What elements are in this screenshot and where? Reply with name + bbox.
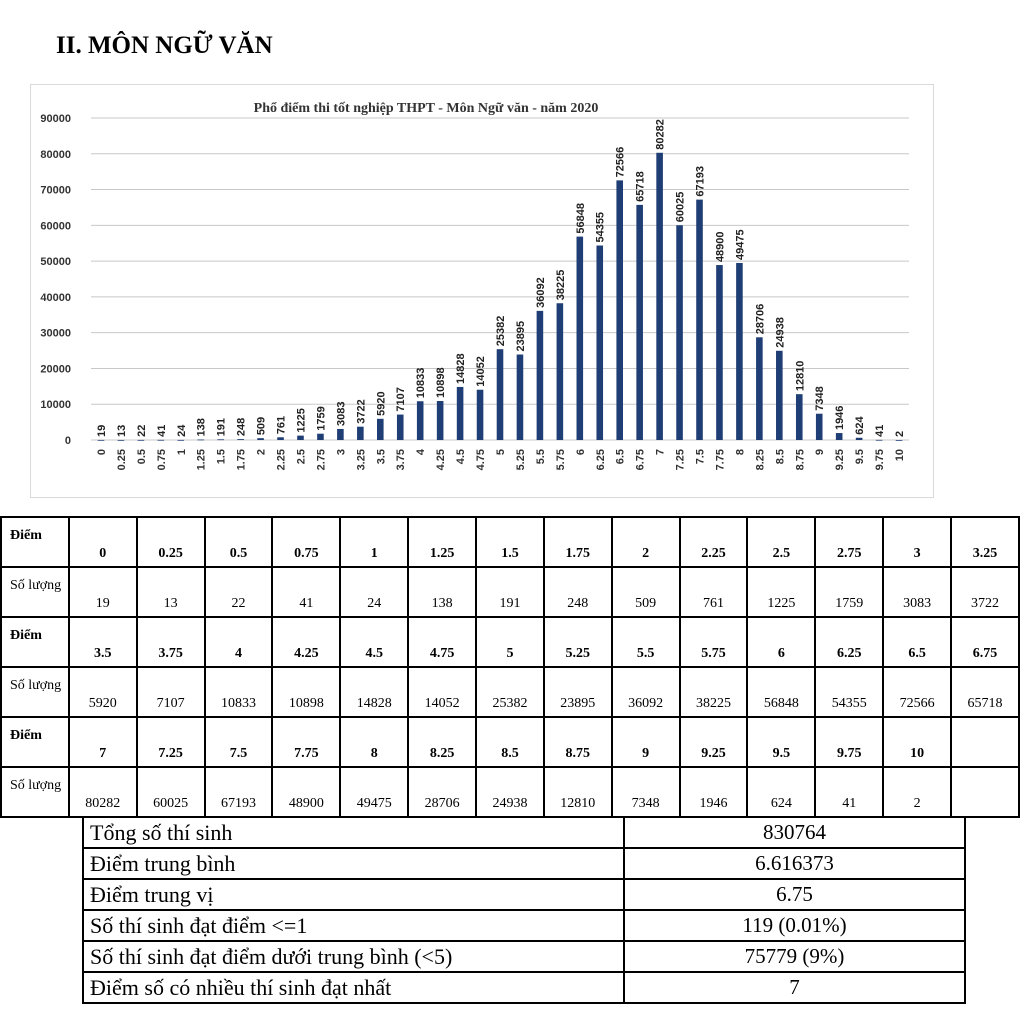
- score-cell: 2.25: [680, 517, 748, 567]
- count-cell: 25382: [476, 667, 544, 717]
- bar: [297, 436, 304, 440]
- score-cell: 5.25: [544, 617, 612, 667]
- count-cell: 1946: [680, 767, 748, 817]
- x-tick-label: 4.5: [455, 449, 468, 465]
- count-cell: 72566: [883, 667, 951, 717]
- y-tick-label: 20000: [40, 363, 71, 376]
- count-cell: 23895: [544, 667, 612, 717]
- count-row: [1, 767, 1019, 817]
- y-tick-label: 80000: [40, 148, 71, 161]
- x-tick-label: 0.25: [115, 449, 128, 471]
- stat-row: [83, 910, 965, 941]
- bar: [477, 390, 484, 440]
- score-row: [1, 717, 1019, 767]
- score-cell: 6.5: [883, 617, 951, 667]
- count-cell: 80282: [69, 767, 137, 817]
- bar: [377, 419, 384, 440]
- bar: [158, 440, 165, 441]
- count-cell: 3722: [951, 567, 1019, 617]
- y-tick-label: 30000: [40, 327, 71, 340]
- bar: [118, 440, 125, 441]
- section-title: II. MÔN NGỮ VĂN: [56, 32, 273, 59]
- score-cell: 0: [69, 517, 137, 567]
- score-cell: 0.75: [272, 517, 340, 567]
- bar-data-label: 38225: [554, 269, 567, 301]
- x-tick-label: 6.25: [594, 449, 607, 471]
- count-cell: 5920: [69, 667, 137, 717]
- count-cell: 28706: [408, 767, 476, 817]
- score-cell: 5.75: [680, 617, 748, 667]
- x-tick-label: 3.75: [395, 449, 408, 471]
- x-tick-label: 4.75: [475, 449, 488, 471]
- stat-value: 7: [624, 972, 965, 1003]
- x-tick-label: 5: [495, 449, 507, 456]
- score-cell: 8.5: [476, 717, 544, 767]
- stat-value: 75779 (9%): [624, 941, 965, 972]
- stat-label: Điểm trung vị: [83, 879, 624, 910]
- stat-label: Tổng số thí sinh: [83, 817, 624, 848]
- x-tick-label: 8: [734, 449, 747, 456]
- y-tick-label: 60000: [40, 220, 71, 233]
- stat-row: [83, 879, 965, 910]
- bar-data-label: 1759: [315, 406, 328, 431]
- x-tick-label: 9.25: [834, 449, 847, 471]
- x-tick-label: 9: [814, 449, 827, 456]
- score-cell: 1.75: [544, 517, 612, 567]
- score-cell: 9.25: [680, 717, 748, 767]
- stat-value: 830764: [624, 817, 965, 848]
- count-cell: 12810: [544, 767, 612, 817]
- y-tick-label: 0: [64, 435, 71, 447]
- bar-data-label: 761: [275, 415, 288, 435]
- bar-data-label: 2: [894, 430, 907, 437]
- count-cell: 24: [340, 567, 408, 617]
- x-tick-label: 1.5: [215, 449, 228, 465]
- count-cell: 67193: [205, 767, 273, 817]
- count-cell: 761: [680, 567, 748, 617]
- bar-data-label: 41: [874, 424, 887, 437]
- score-cell: 4.25: [272, 617, 340, 667]
- count-cell: 36092: [612, 667, 680, 717]
- bar-data-label: 80282: [654, 119, 667, 150]
- count-cell: 49475: [340, 767, 408, 817]
- bar: [217, 439, 224, 440]
- count-cell: 10833: [205, 667, 273, 717]
- bar-data-label: 41: [155, 424, 168, 437]
- x-tick-label: 6: [574, 449, 587, 456]
- x-tick-label: 2.25: [275, 449, 288, 471]
- bar: [776, 351, 783, 440]
- bar: [277, 437, 284, 440]
- x-tick-label: 5.5: [534, 449, 547, 465]
- bar-data-label: 48900: [714, 231, 727, 263]
- bar: [417, 401, 424, 440]
- count-row-label: Số lượng: [1, 567, 69, 617]
- count-cell: 19: [69, 567, 137, 617]
- score-cell: 7.25: [137, 717, 205, 767]
- stat-label: Số thí sinh đạt điểm <=1: [83, 910, 624, 941]
- count-row-label: Số lượng: [1, 667, 69, 717]
- score-cell: 9.75: [815, 717, 883, 767]
- x-tick-label: 3.5: [375, 449, 388, 465]
- score-cell: 0.25: [137, 517, 205, 567]
- chart-svg: [31, 85, 933, 497]
- x-tick-label: 5.75: [554, 449, 567, 471]
- score-cell: 1.5: [476, 517, 544, 567]
- score-cell: 6.75: [951, 617, 1019, 667]
- bar-data-label: 624: [854, 416, 867, 435]
- bar-data-label: 10833: [415, 367, 428, 399]
- count-row: [1, 567, 1019, 617]
- x-tick-label: 0.75: [155, 449, 168, 471]
- count-cell: 248: [544, 567, 612, 617]
- count-cell: 509: [612, 567, 680, 617]
- bar-data-label: 509: [255, 416, 268, 436]
- bar: [596, 246, 603, 440]
- x-tick-label: 7.5: [694, 449, 707, 465]
- score-cell: 8: [340, 717, 408, 767]
- bar-data-label: 22: [135, 424, 148, 437]
- bar: [816, 414, 823, 440]
- x-tick-label: 1: [175, 449, 188, 456]
- bar-data-label: 24938: [774, 317, 787, 348]
- bar: [317, 434, 324, 440]
- score-count-table: [0, 516, 1020, 818]
- chart-title: Phổ điểm thi tốt nghiệp THPT - Môn Ngữ văn - năm 2020: [253, 101, 599, 116]
- count-cell: 7348: [612, 767, 680, 817]
- y-tick-label: 70000: [40, 184, 71, 197]
- bar: [856, 438, 863, 440]
- score-cell: 10: [883, 717, 951, 767]
- count-cell: 14052: [408, 667, 476, 717]
- bar: [397, 415, 404, 440]
- y-axis-ticks: [40, 113, 71, 447]
- bar: [557, 303, 564, 440]
- bar-data-label: 14828: [455, 353, 468, 384]
- count-row-label: Số lượng: [1, 767, 69, 817]
- bar-data-label: 23895: [514, 320, 527, 352]
- score-cell: 2.75: [815, 517, 883, 567]
- count-cell: 41: [272, 567, 340, 617]
- stat-value: 119 (0.01%): [624, 910, 965, 941]
- score-row: [1, 517, 1019, 567]
- x-tick-label: 4: [415, 449, 428, 456]
- score-cell: 8.75: [544, 717, 612, 767]
- x-tick-label: 8.5: [774, 449, 787, 465]
- score-cell: 7.75: [272, 717, 340, 767]
- bar-data-label: 3083: [335, 401, 348, 426]
- count-cell: 13: [137, 567, 205, 617]
- count-cell: 41: [815, 767, 883, 817]
- count-cell: 1759: [815, 567, 883, 617]
- bar: [437, 401, 444, 440]
- bar-data-label: 12810: [794, 360, 807, 392]
- stat-row: [83, 848, 965, 879]
- bar-data-label: 7348: [814, 386, 827, 411]
- count-cell: 138: [408, 567, 476, 617]
- x-tick-label: 0: [95, 449, 108, 456]
- stat-label: Số thí sinh đạt điểm dưới trung bình (<5): [83, 941, 624, 972]
- x-tick-label: 0.5: [135, 449, 148, 465]
- bar: [577, 237, 584, 440]
- score-cell: 6.25: [815, 617, 883, 667]
- bar-data-label: 1946: [834, 405, 847, 431]
- x-tick-label: 8.25: [754, 449, 767, 471]
- bar-data-label: 138: [195, 418, 208, 437]
- bar-data-label: 14052: [475, 356, 488, 387]
- score-cell: 2: [612, 517, 680, 567]
- bar-data-label: 49475: [734, 229, 747, 260]
- count-cell: 191: [476, 567, 544, 617]
- count-cell: 14828: [340, 667, 408, 717]
- x-tick-label: 3.25: [355, 449, 368, 471]
- score-distribution-chart: [30, 84, 934, 498]
- x-tick-label: 2.5: [295, 449, 308, 465]
- score-cell: 3.75: [137, 617, 205, 667]
- count-cell: 54355: [815, 667, 883, 717]
- bar: [337, 429, 344, 440]
- score-cell: 4.75: [408, 617, 476, 667]
- score-cell: 9: [612, 717, 680, 767]
- count-cell: 3083: [883, 567, 951, 617]
- count-cell: 1225: [747, 567, 815, 617]
- score-cell: 3.25: [951, 517, 1019, 567]
- bar: [796, 394, 803, 440]
- bar-data-label: 24: [175, 424, 188, 437]
- score-row-label: Điểm: [1, 617, 69, 667]
- y-tick-label: 40000: [40, 291, 71, 304]
- y-tick-label: 50000: [40, 256, 71, 269]
- stat-value: 6.616373: [624, 848, 965, 879]
- x-tick-label: 2: [255, 449, 268, 456]
- bar: [237, 439, 244, 440]
- count-cell: 7107: [137, 667, 205, 717]
- y-tick-label: 10000: [40, 399, 71, 412]
- stat-label: Điểm số có nhiều thí sinh đạt nhất: [83, 972, 624, 1003]
- bar-data-label: 13: [115, 424, 128, 437]
- bar-data-label: 1225: [295, 408, 308, 433]
- x-tick-label: 6.75: [634, 449, 647, 471]
- bar: [676, 225, 683, 440]
- y-tick-label: 90000: [40, 113, 71, 125]
- summary-stats-table: [82, 816, 966, 1004]
- score-cell: 8.25: [408, 717, 476, 767]
- score-cell: 3.5: [69, 617, 137, 667]
- score-cell: 3: [883, 517, 951, 567]
- bar: [756, 337, 763, 440]
- bar: [457, 387, 464, 440]
- x-tick-label: 1.75: [235, 449, 248, 471]
- x-tick-label: 3: [335, 449, 348, 456]
- count-cell: 60025: [137, 767, 205, 817]
- bar-data-label: 3722: [355, 399, 368, 424]
- score-row: [1, 617, 1019, 667]
- score-row-label: Điểm: [1, 717, 69, 767]
- bar-data-label: 191: [215, 417, 228, 437]
- score-cell: 5.5: [612, 617, 680, 667]
- count-cell: 2: [883, 767, 951, 817]
- count-cell: 22: [205, 567, 273, 617]
- bar-data-label: 36092: [534, 277, 547, 308]
- bar: [138, 440, 145, 441]
- score-cell: 2.5: [747, 517, 815, 567]
- score-row-label: Điểm: [1, 517, 69, 567]
- bar-data-label: 19: [95, 424, 108, 437]
- x-tick-label: 5.25: [514, 449, 527, 471]
- score-cell: 4: [205, 617, 273, 667]
- score-cell: 4.5: [340, 617, 408, 667]
- bar: [177, 440, 184, 441]
- count-cell: 65718: [951, 667, 1019, 717]
- bar: [497, 349, 504, 440]
- count-cell: 10898: [272, 667, 340, 717]
- bar: [257, 438, 264, 440]
- score-cell: 6: [747, 617, 815, 667]
- stat-row: [83, 941, 965, 972]
- bar-data-label: 10898: [435, 367, 448, 399]
- score-cell: 7.5: [205, 717, 273, 767]
- x-axis-ticks: [96, 448, 906, 470]
- bar: [716, 265, 723, 440]
- count-row: [1, 667, 1019, 717]
- x-tick-label: 2.75: [315, 449, 328, 471]
- score-cell: 5: [476, 617, 544, 667]
- count-cell: 24938: [476, 767, 544, 817]
- bar: [736, 263, 743, 440]
- bar: [517, 355, 524, 440]
- bar: [616, 180, 623, 440]
- stat-label: Điểm trung bình: [83, 848, 624, 879]
- count-cell: 38225: [680, 667, 748, 717]
- bar: [836, 433, 843, 440]
- bar-data-label: 248: [235, 417, 248, 437]
- x-tick-label: 8.75: [794, 449, 807, 471]
- bar-data-label: 56848: [574, 203, 587, 234]
- count-cell: [951, 767, 1019, 817]
- x-tick-label: 7.25: [674, 449, 687, 471]
- bar: [537, 311, 544, 440]
- x-tick-label: 7: [654, 449, 667, 456]
- score-cell: 7: [69, 717, 137, 767]
- score-cell: [951, 717, 1019, 767]
- x-tick-label: 6.5: [614, 449, 627, 465]
- count-cell: 624: [747, 767, 815, 817]
- bar: [656, 153, 663, 440]
- score-cell: 1: [340, 517, 408, 567]
- count-cell: 56848: [747, 667, 815, 717]
- score-cell: 1.25: [408, 517, 476, 567]
- bar-data-label: 65718: [634, 171, 647, 202]
- bar-data-label: 28706: [754, 303, 767, 335]
- bar: [696, 200, 703, 440]
- x-tick-label: 10: [894, 449, 907, 462]
- stat-row: [83, 972, 965, 1003]
- x-tick-label: 1.25: [195, 449, 208, 471]
- bar: [636, 205, 643, 440]
- bar-data-label: 7107: [395, 387, 408, 412]
- bar-data-label: 25382: [495, 315, 507, 347]
- stat-value: 6.75: [624, 879, 965, 910]
- bar: [357, 427, 364, 440]
- bar-data-label: 54355: [594, 211, 607, 243]
- score-cell: 9.5: [747, 717, 815, 767]
- bar: [98, 440, 105, 441]
- x-tick-label: 4.25: [435, 449, 448, 471]
- x-tick-label: 7.75: [714, 449, 727, 471]
- bar-data-label: 60025: [674, 191, 687, 223]
- bar: [896, 440, 903, 441]
- x-tick-label: 9.5: [854, 449, 867, 465]
- bar-data-label: 72566: [614, 146, 627, 178]
- count-cell: 48900: [272, 767, 340, 817]
- stat-row: [83, 817, 965, 848]
- bar: [876, 440, 883, 441]
- bar: [197, 440, 204, 441]
- bar-data-label: 67193: [694, 166, 707, 197]
- bar-data-label: 5920: [375, 391, 388, 416]
- score-cell: 0.5: [205, 517, 273, 567]
- x-tick-label: 9.75: [874, 449, 887, 471]
